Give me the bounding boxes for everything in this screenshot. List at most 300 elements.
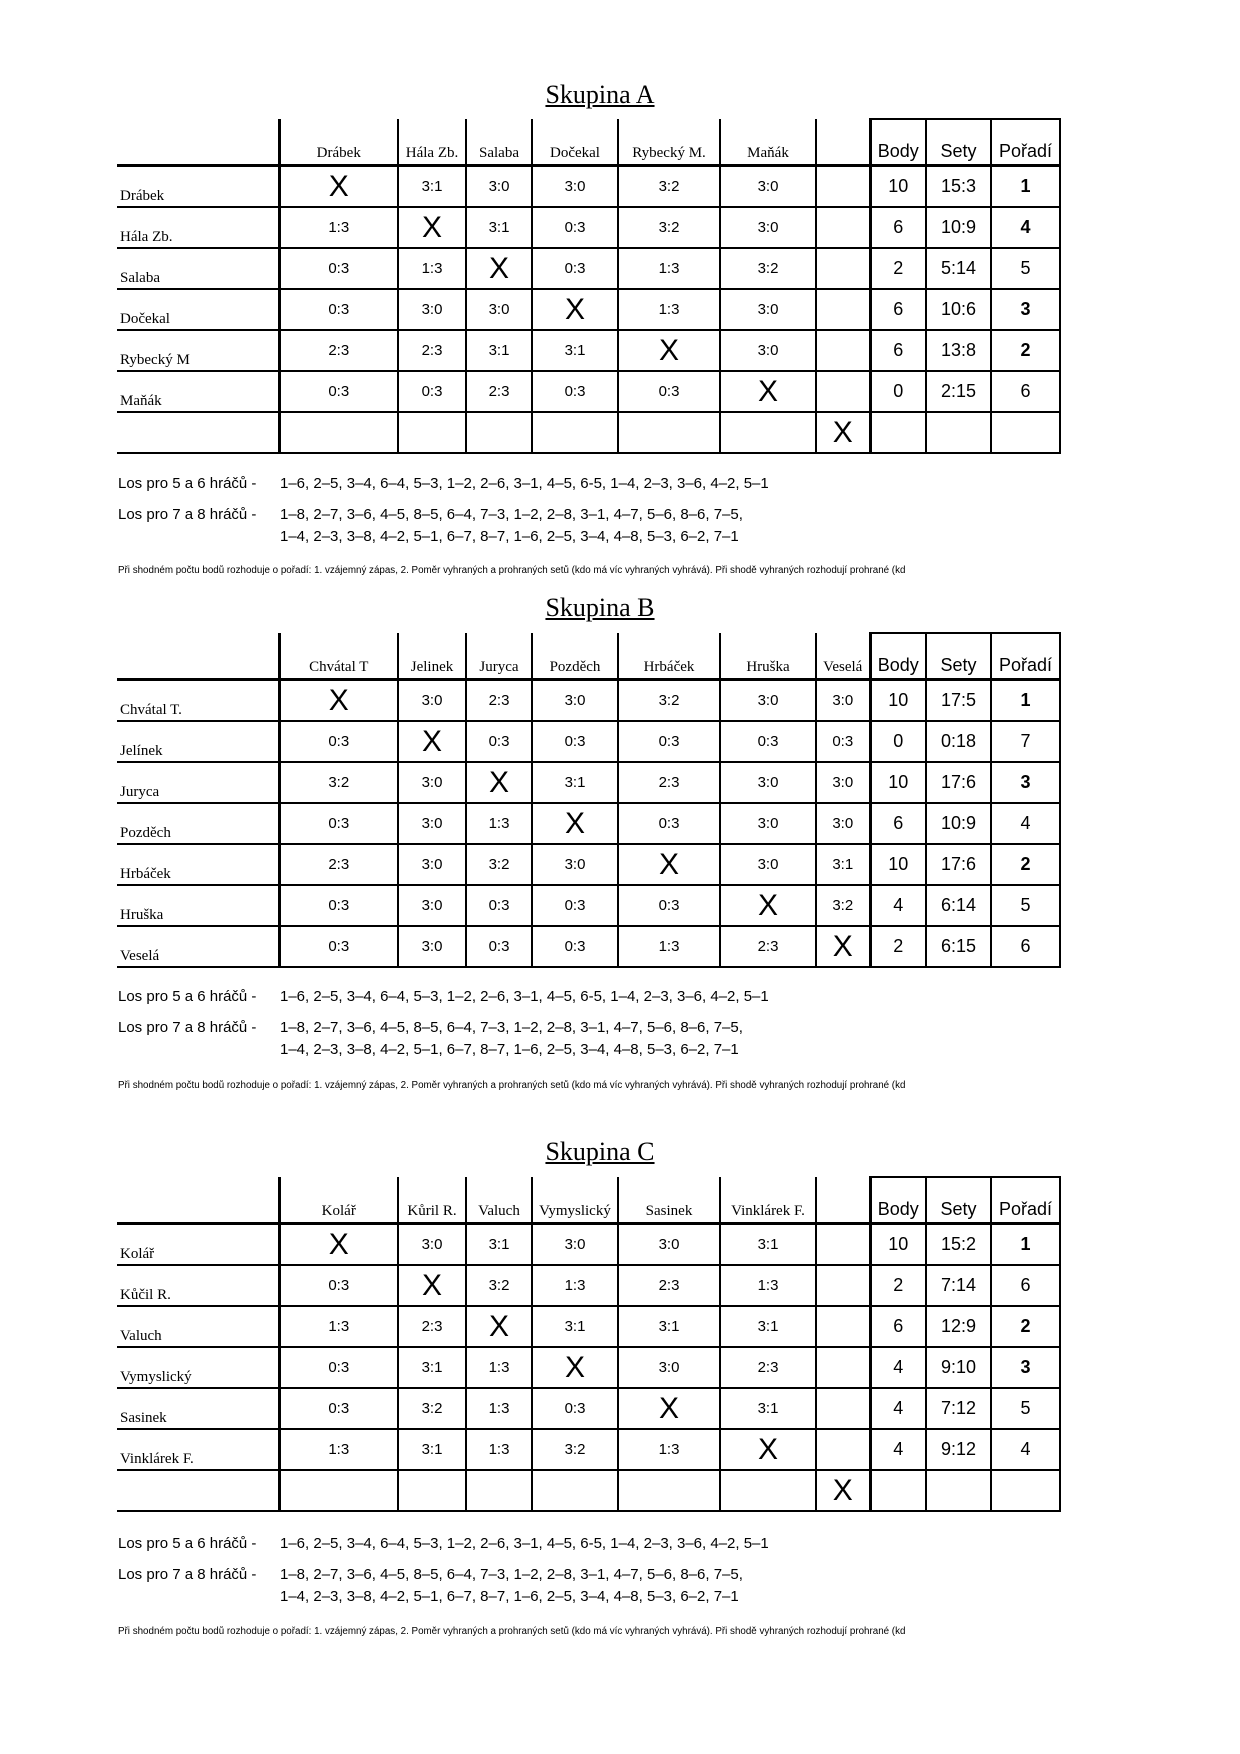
column-header: Drábek	[279, 119, 398, 166]
match-score: 2:3	[398, 330, 466, 371]
match-score: 0:3	[532, 885, 618, 926]
match-score	[816, 330, 870, 371]
column-header: Maňák	[720, 119, 816, 166]
player-name: Maňák	[117, 371, 279, 412]
match-score: 0:3	[279, 926, 398, 967]
stat-poradi: 7	[991, 721, 1060, 762]
match-score: 1:3	[466, 1388, 532, 1429]
match-score: 2:3	[279, 330, 398, 371]
match-score	[398, 1470, 466, 1511]
match-score	[398, 412, 466, 453]
results-table	[117, 118, 1061, 454]
stat-body: 4	[870, 885, 926, 926]
player-name: Kůčil R.	[117, 1265, 279, 1306]
stat-body: 0	[870, 371, 926, 412]
match-score: 3:0	[720, 289, 816, 330]
match-score: 3:1	[466, 330, 532, 371]
column-header: Pozděch	[532, 633, 618, 680]
match-score	[618, 412, 720, 453]
stat-body: 2	[870, 1265, 926, 1306]
column-header: Valuch	[466, 1177, 532, 1224]
match-score	[816, 207, 870, 248]
player-name: Vymyslický	[117, 1347, 279, 1388]
match-score: 3:2	[398, 1388, 466, 1429]
stat-sety: 15:3	[926, 166, 991, 208]
stat-body: 10	[870, 844, 926, 885]
player-name: Juryca	[117, 762, 279, 803]
stat-body: 10	[870, 762, 926, 803]
match-score: 3:0	[720, 844, 816, 885]
table-row	[117, 762, 1060, 803]
table-row	[117, 803, 1060, 844]
self-match-cell: X	[466, 762, 532, 803]
match-score: 0:3	[279, 885, 398, 926]
stat-poradi: 3	[991, 289, 1060, 330]
match-score: 2:3	[618, 762, 720, 803]
table-row	[117, 721, 1060, 762]
match-score: 3:1	[720, 1388, 816, 1429]
match-score: 1:3	[618, 1429, 720, 1470]
match-score: 0:3	[618, 371, 720, 412]
self-match-cell: X	[398, 207, 466, 248]
match-score: 3:0	[398, 1224, 466, 1266]
match-score: 0:3	[532, 1388, 618, 1429]
match-score: 0:3	[279, 248, 398, 289]
self-match-cell: X	[279, 680, 398, 722]
match-score: 0:3	[279, 1265, 398, 1306]
match-score	[816, 166, 870, 208]
self-match-cell: X	[720, 885, 816, 926]
stat-poradi: 5	[991, 1388, 1060, 1429]
match-score: 3:0	[720, 803, 816, 844]
table-row	[117, 330, 1060, 371]
match-score: 0:3	[532, 248, 618, 289]
stat-poradi: 1	[991, 1224, 1060, 1266]
column-header: Kolář	[279, 1177, 398, 1224]
stat-body: 4	[870, 1347, 926, 1388]
header-row	[117, 119, 1060, 166]
match-score: 2:3	[466, 680, 532, 722]
table-row	[117, 680, 1060, 722]
match-score: 2:3	[618, 1265, 720, 1306]
table-row	[117, 926, 1060, 967]
stat-poradi: 4	[991, 1429, 1060, 1470]
match-score: 0:3	[532, 207, 618, 248]
corner-cell	[117, 1177, 279, 1224]
match-score: 0:3	[279, 721, 398, 762]
draw-text-5-6: 1–6, 2–5, 3–4, 6–4, 5–3, 1–2, 2–6, 3–1, 4–5, 6-5, 1–4, 2–3, 3–6, 4–2, 5–1	[280, 988, 769, 1005]
match-score: 3:2	[532, 1429, 618, 1470]
table-row	[117, 885, 1060, 926]
match-score	[816, 1429, 870, 1470]
match-score	[816, 1347, 870, 1388]
match-score: 2:3	[466, 371, 532, 412]
stat-sety: 10:9	[926, 207, 991, 248]
stat-body: 6	[870, 289, 926, 330]
self-match-cell: X	[816, 926, 870, 967]
column-header: Sasinek	[618, 1177, 720, 1224]
stat-poradi: 2	[991, 330, 1060, 371]
results-table	[117, 632, 1061, 968]
table-row	[117, 412, 1060, 453]
stat-sety	[926, 412, 991, 453]
stat-body: 0	[870, 721, 926, 762]
stat-sety: 17:6	[926, 762, 991, 803]
match-score: 3:1	[398, 1347, 466, 1388]
match-score: 0:3	[279, 803, 398, 844]
column-header: Dočekal	[532, 119, 618, 166]
stat-body: 10	[870, 1224, 926, 1266]
self-match-cell: X	[720, 371, 816, 412]
match-score: 3:2	[466, 844, 532, 885]
stat-body: 10	[870, 680, 926, 722]
stat-sety: 17:6	[926, 844, 991, 885]
match-score: 3:0	[532, 680, 618, 722]
column-header: Kůril R.	[398, 1177, 466, 1224]
corner-cell	[117, 119, 279, 166]
match-score: 1:3	[279, 1429, 398, 1470]
match-score: 1:3	[279, 207, 398, 248]
match-score: 3:2	[279, 762, 398, 803]
corner-cell	[117, 633, 279, 680]
match-score	[816, 1224, 870, 1266]
match-score: 0:3	[279, 289, 398, 330]
self-match-cell: X	[618, 1388, 720, 1429]
stat-body	[870, 412, 926, 453]
match-score: 3:0	[398, 926, 466, 967]
stat-poradi: 2	[991, 1306, 1060, 1347]
stat-sety: 10:9	[926, 803, 991, 844]
player-name: Pozděch	[117, 803, 279, 844]
draw-text-7-8-line2: 1–4, 2–3, 3–8, 4–2, 5–1, 6–7, 8–7, 1–6, 2–5, 3–4, 4–8, 5–3, 6–2, 7–1	[280, 1588, 739, 1605]
self-match-cell: X	[398, 1265, 466, 1306]
self-match-cell: X	[279, 166, 398, 208]
match-score: 3:2	[618, 207, 720, 248]
match-score: 3:0	[618, 1347, 720, 1388]
table-row	[117, 207, 1060, 248]
column-header-sety: Sety	[926, 1177, 991, 1224]
match-score	[816, 1306, 870, 1347]
match-score	[532, 412, 618, 453]
player-name: Veselá	[117, 926, 279, 967]
stat-body: 2	[870, 926, 926, 967]
stat-sety: 17:5	[926, 680, 991, 722]
match-score: 0:3	[466, 926, 532, 967]
match-score: 1:3	[720, 1265, 816, 1306]
column-header: Juryca	[466, 633, 532, 680]
draw-text-5-6: 1–6, 2–5, 3–4, 6–4, 5–3, 1–2, 2–6, 3–1, 4–5, 6-5, 1–4, 2–3, 3–6, 4–2, 5–1	[280, 475, 769, 492]
stat-body: 6	[870, 803, 926, 844]
player-name: Vinklárek F.	[117, 1429, 279, 1470]
column-header-body: Body	[870, 119, 926, 166]
column-header: Hruška	[720, 633, 816, 680]
draw-text-7-8-line2: 1–4, 2–3, 3–8, 4–2, 5–1, 6–7, 8–7, 1–6, 2–5, 3–4, 4–8, 5–3, 6–2, 7–1	[280, 528, 739, 545]
match-score	[816, 1265, 870, 1306]
match-score: 3:1	[720, 1306, 816, 1347]
self-match-cell: X	[720, 1429, 816, 1470]
match-score	[720, 412, 816, 453]
stat-poradi: 6	[991, 371, 1060, 412]
player-name	[117, 412, 279, 453]
results-table	[117, 1176, 1061, 1512]
match-score: 0:3	[618, 803, 720, 844]
player-name: Chvátal T.	[117, 680, 279, 722]
group-title: Skupina C	[545, 1137, 655, 1166]
header-row	[117, 1177, 1060, 1224]
table-row	[117, 1388, 1060, 1429]
self-match-cell: X	[532, 803, 618, 844]
match-score: 3:0	[398, 680, 466, 722]
match-score: 1:3	[532, 1265, 618, 1306]
player-name: Valuch	[117, 1306, 279, 1347]
column-header-poradi: Pořadí	[991, 1177, 1060, 1224]
self-match-cell: X	[532, 1347, 618, 1388]
draw-label-5-6: Los pro 5 a 6 hráčů -	[118, 1535, 257, 1552]
stat-poradi: 5	[991, 248, 1060, 289]
match-score	[618, 1470, 720, 1511]
column-header: Chvátal T	[279, 633, 398, 680]
draw-text-7-8-line1: 1–8, 2–7, 3–6, 4–5, 8–5, 6–4, 7–3, 1–2, 2–8, 3–1, 4–7, 5–6, 8–6, 7–5,	[280, 1019, 743, 1036]
column-header-poradi: Pořadí	[991, 119, 1060, 166]
match-score: 3:1	[532, 1306, 618, 1347]
match-score	[816, 289, 870, 330]
column-header-sety: Sety	[926, 119, 991, 166]
draw-label-7-8: Los pro 7 a 8 hráčů -	[118, 506, 257, 523]
stat-poradi: 5	[991, 885, 1060, 926]
player-name: Rybecký M	[117, 330, 279, 371]
match-score: 3:1	[720, 1224, 816, 1266]
column-header: Jelinek	[398, 633, 466, 680]
match-score: 3:0	[720, 166, 816, 208]
column-header-body: Body	[870, 633, 926, 680]
match-score: 3:0	[816, 680, 870, 722]
match-score: 0:3	[279, 1388, 398, 1429]
stat-poradi	[991, 1470, 1060, 1511]
column-header: Hála Zb.	[398, 119, 466, 166]
match-score: 3:2	[618, 680, 720, 722]
self-match-cell: X	[618, 330, 720, 371]
stat-sety: 12:9	[926, 1306, 991, 1347]
table-row	[117, 166, 1060, 208]
draw-text-7-8-line1: 1–8, 2–7, 3–6, 4–5, 8–5, 6–4, 7–3, 1–2, 2–8, 3–1, 4–7, 5–6, 8–6, 7–5,	[280, 1566, 743, 1583]
match-score: 3:0	[532, 844, 618, 885]
match-score: 3:0	[398, 803, 466, 844]
match-score	[466, 1470, 532, 1511]
group-title: Skupina B	[545, 593, 655, 622]
match-score: 2:3	[279, 844, 398, 885]
match-score: 0:3	[618, 721, 720, 762]
stat-sety: 2:15	[926, 371, 991, 412]
match-score: 3:1	[466, 207, 532, 248]
draw-label-7-8: Los pro 7 a 8 hráčů -	[118, 1019, 257, 1036]
stat-body: 4	[870, 1429, 926, 1470]
draw-label-5-6: Los pro 5 a 6 hráčů -	[118, 988, 257, 1005]
stat-body: 6	[870, 330, 926, 371]
match-score: 0:3	[532, 926, 618, 967]
stat-poradi: 1	[991, 680, 1060, 722]
match-score: 3:2	[466, 1265, 532, 1306]
table-row	[117, 248, 1060, 289]
player-name: Kolář	[117, 1224, 279, 1266]
match-score: 3:0	[466, 289, 532, 330]
table-row	[117, 1224, 1060, 1266]
draw-text-5-6: 1–6, 2–5, 3–4, 6–4, 5–3, 1–2, 2–6, 3–1, 4–5, 6-5, 1–4, 2–3, 3–6, 4–2, 5–1	[280, 1535, 769, 1552]
match-score: 0:3	[279, 1347, 398, 1388]
match-score: 3:0	[398, 885, 466, 926]
match-score: 3:0	[398, 844, 466, 885]
table-row	[117, 371, 1060, 412]
table-row	[117, 1470, 1060, 1511]
table-row	[117, 1306, 1060, 1347]
match-score: 0:3	[532, 371, 618, 412]
draw-label-5-6: Los pro 5 a 6 hráčů -	[118, 475, 257, 492]
match-score: 0:3	[466, 721, 532, 762]
group-title: Skupina A	[545, 80, 655, 109]
player-name: Hruška	[117, 885, 279, 926]
self-match-cell: X	[532, 289, 618, 330]
match-score: 3:0	[532, 1224, 618, 1266]
match-score	[279, 412, 398, 453]
match-score: 3:0	[720, 680, 816, 722]
column-header: Hrbáček	[618, 633, 720, 680]
match-score: 3:1	[532, 330, 618, 371]
match-score: 1:3	[466, 1347, 532, 1388]
draw-text-7-8-line2: 1–4, 2–3, 3–8, 4–2, 5–1, 6–7, 8–7, 1–6, 2–5, 3–4, 4–8, 5–3, 6–2, 7–1	[280, 1041, 739, 1058]
match-score: 0:3	[532, 721, 618, 762]
stat-sety: 9:12	[926, 1429, 991, 1470]
stat-sety: 6:15	[926, 926, 991, 967]
match-score: 0:3	[279, 371, 398, 412]
column-header: Vinklárek F.	[720, 1177, 816, 1224]
match-score: 3:0	[466, 166, 532, 208]
player-name: Drábek	[117, 166, 279, 208]
match-score: 3:2	[816, 885, 870, 926]
stat-body: 6	[870, 207, 926, 248]
match-score: 2:3	[398, 1306, 466, 1347]
stat-sety: 15:2	[926, 1224, 991, 1266]
stat-poradi	[991, 412, 1060, 453]
stat-poradi: 6	[991, 926, 1060, 967]
stat-sety: 7:14	[926, 1265, 991, 1306]
tiebreak-note: Při shodném počtu bodů rozhoduje o pořadí: 1. vzájemný zápas, 2. Poměr vyhraných a prohraných setů (kdo má víc vyhraných vyhrává). Při shodě vyhraných rozhodují prohrané (kd	[118, 1626, 906, 1637]
match-score	[816, 1388, 870, 1429]
match-score: 3:1	[532, 762, 618, 803]
stat-sety: 5:14	[926, 248, 991, 289]
player-name: Hrbáček	[117, 844, 279, 885]
stat-body: 2	[870, 248, 926, 289]
stat-poradi: 2	[991, 844, 1060, 885]
match-score: 1:3	[466, 1429, 532, 1470]
stat-poradi: 3	[991, 1347, 1060, 1388]
match-score	[466, 412, 532, 453]
column-header	[816, 119, 870, 166]
match-score: 1:3	[279, 1306, 398, 1347]
match-score	[279, 1470, 398, 1511]
match-score: 3:0	[532, 166, 618, 208]
stat-sety: 10:6	[926, 289, 991, 330]
match-score: 3:1	[618, 1306, 720, 1347]
match-score: 3:0	[816, 803, 870, 844]
self-match-cell: X	[618, 844, 720, 885]
column-header: Veselá	[816, 633, 870, 680]
self-match-cell: X	[466, 248, 532, 289]
self-match-cell: X	[398, 721, 466, 762]
match-score: 3:0	[618, 1224, 720, 1266]
stat-poradi: 3	[991, 762, 1060, 803]
match-score: 1:3	[466, 803, 532, 844]
header-row	[117, 633, 1060, 680]
player-name: Dočekal	[117, 289, 279, 330]
stat-poradi: 1	[991, 166, 1060, 208]
match-score: 1:3	[618, 926, 720, 967]
column-header: Vymyslický	[532, 1177, 618, 1224]
match-score: 1:3	[398, 248, 466, 289]
column-header-poradi: Pořadí	[991, 633, 1060, 680]
player-name: Hála Zb.	[117, 207, 279, 248]
match-score: 0:3	[398, 371, 466, 412]
match-score: 0:3	[720, 721, 816, 762]
draw-text-7-8-line1: 1–8, 2–7, 3–6, 4–5, 8–5, 6–4, 7–3, 1–2, 2–8, 3–1, 4–7, 5–6, 8–6, 7–5,	[280, 506, 743, 523]
stat-body: 4	[870, 1388, 926, 1429]
self-match-cell: X	[816, 412, 870, 453]
stat-sety: 7:12	[926, 1388, 991, 1429]
match-score	[532, 1470, 618, 1511]
column-header: Salaba	[466, 119, 532, 166]
table-row	[117, 1265, 1060, 1306]
match-score: 3:2	[720, 248, 816, 289]
table-row	[117, 289, 1060, 330]
stat-body	[870, 1470, 926, 1511]
match-score: 3:2	[618, 166, 720, 208]
match-score: 3:1	[398, 166, 466, 208]
match-score: 3:0	[816, 762, 870, 803]
tiebreak-note: Při shodném počtu bodů rozhoduje o pořadí: 1. vzájemný zápas, 2. Poměr vyhraných a prohraných setů (kdo má víc vyhraných vyhrává). Při shodě vyhraných rozhodují prohrané (kd	[118, 1080, 906, 1091]
table-row	[117, 1347, 1060, 1388]
stat-sety: 13:8	[926, 330, 991, 371]
match-score	[816, 371, 870, 412]
match-score: 3:0	[720, 330, 816, 371]
match-score: 3:0	[398, 762, 466, 803]
draw-label-7-8: Los pro 7 a 8 hráčů -	[118, 1566, 257, 1583]
match-score: 3:1	[398, 1429, 466, 1470]
match-score: 0:3	[618, 885, 720, 926]
match-score: 2:3	[720, 926, 816, 967]
column-header-body: Body	[870, 1177, 926, 1224]
stat-body: 6	[870, 1306, 926, 1347]
match-score: 3:1	[466, 1224, 532, 1266]
match-score: 3:0	[398, 289, 466, 330]
table-row	[117, 844, 1060, 885]
match-score: 2:3	[720, 1347, 816, 1388]
match-score: 3:0	[720, 207, 816, 248]
match-score: 0:3	[466, 885, 532, 926]
player-name: Jelínek	[117, 721, 279, 762]
match-score: 3:1	[816, 844, 870, 885]
stat-sety: 6:14	[926, 885, 991, 926]
stat-body: 10	[870, 166, 926, 208]
player-name	[117, 1470, 279, 1511]
column-header	[816, 1177, 870, 1224]
tiebreak-note: Při shodném počtu bodů rozhoduje o pořadí: 1. vzájemný zápas, 2. Poměr vyhraných a prohraných setů (kdo má víc vyhraných vyhrává). Při shodě vyhraných rozhodují prohrané (kd	[118, 565, 906, 576]
match-score: 1:3	[618, 289, 720, 330]
stat-poradi: 6	[991, 1265, 1060, 1306]
table-row	[117, 1429, 1060, 1470]
stat-sety	[926, 1470, 991, 1511]
column-header-sety: Sety	[926, 633, 991, 680]
stat-poradi: 4	[991, 207, 1060, 248]
stat-poradi: 4	[991, 803, 1060, 844]
self-match-cell: X	[466, 1306, 532, 1347]
